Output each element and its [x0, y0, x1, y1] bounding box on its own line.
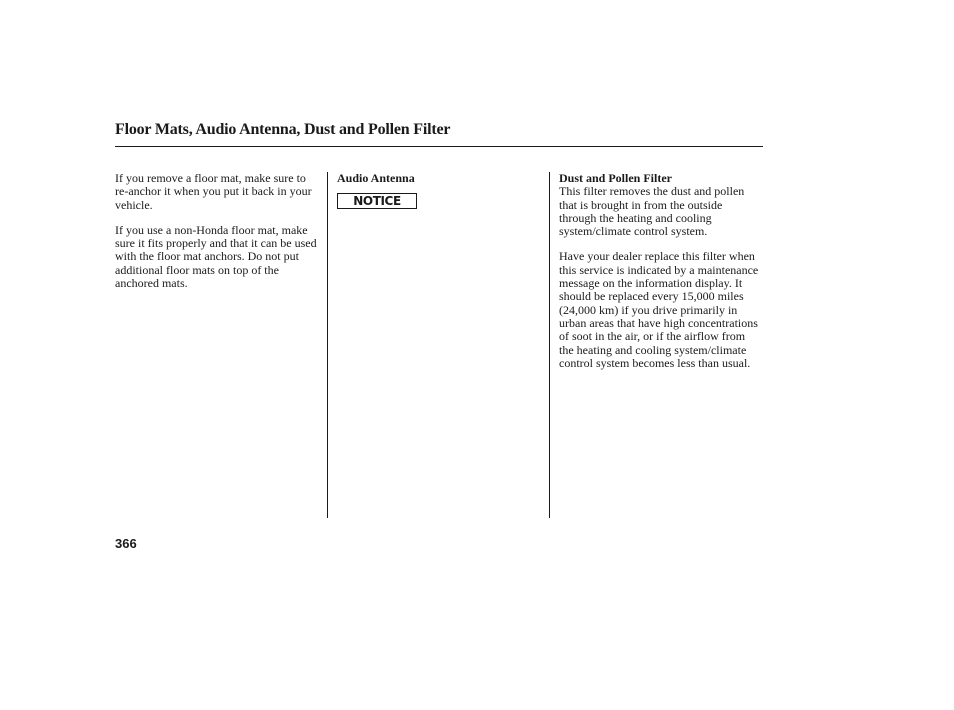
dust-pollen-filter-heading: Dust and Pollen Filter [559, 171, 672, 185]
dust-pollen-filter-paragraph-2: Have your dealer replace this filter when this service is indicated by a maintenance message on the information display. It should be replaced every 15,000 miles (24,000 km) if you drive primarily in urban areas that have high concentrations of soot in the air, or if the airflow from the heating and cooling system/climate control system becomes less than usual. [559, 249, 759, 370]
column-divider-left [327, 172, 328, 518]
floor-mats-paragraph-2: If you use a non-Honda floor mat, make sure it fits properly and that it can be used with the floor mat anchors. Do not put additional floor mats on top of the anchored mats. [115, 222, 317, 291]
notice-label: NOTICE [353, 194, 401, 209]
floor-mats-paragraph-1: If you remove a floor mat, make sure to re-anchor it when you put it back in your vehicle. [115, 171, 312, 212]
page-number: 366 [115, 536, 137, 551]
audio-antenna-heading: Audio Antenna [337, 171, 415, 185]
dust-pollen-filter-column [559, 172, 759, 382]
column-divider-right [549, 172, 550, 518]
audio-antenna-column [337, 172, 543, 209]
floor-mats-column [115, 172, 321, 302]
title-divider [115, 146, 763, 147]
page-title: Floor Mats, Audio Antenna, Dust and Pollen Filter [115, 121, 451, 138]
dust-pollen-filter-paragraph-1: This filter removes the dust and pollen that is brought in from the outside through the heating and cooling system/climate control system. [559, 184, 745, 239]
notice-box [337, 193, 417, 209]
